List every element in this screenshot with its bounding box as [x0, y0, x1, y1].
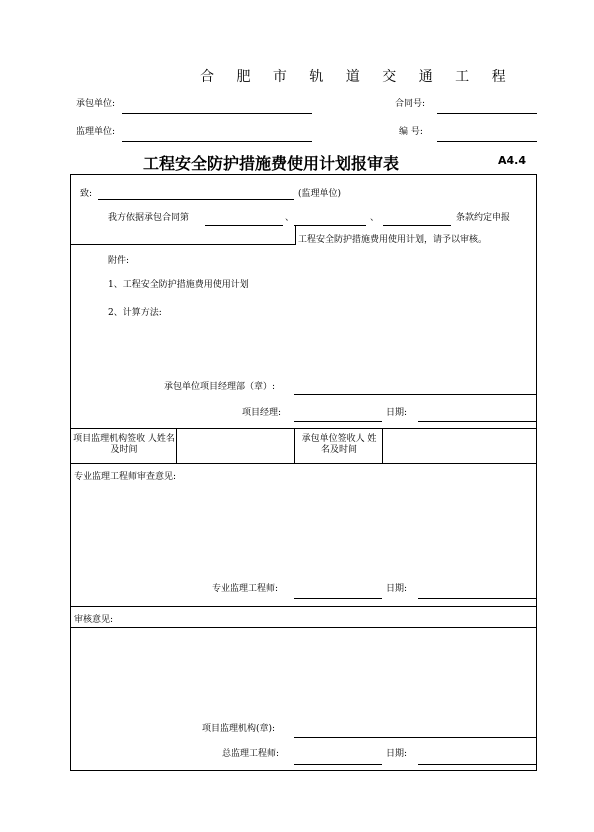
- engineer-field[interactable]: [294, 598, 382, 599]
- contractor-dept-label: 承包单位项目经理部（章）:: [164, 382, 276, 392]
- agency-label: 项目监理机构(章):: [202, 724, 276, 734]
- apply-divider-v: [295, 226, 296, 244]
- supervisor-unit-hint: (监理单位): [298, 189, 342, 199]
- audit-divider: [70, 627, 537, 628]
- audit-date-label: 日期:: [386, 749, 408, 759]
- separator-2: 、: [370, 213, 380, 223]
- supervision-sign-label: [72, 434, 176, 456]
- project-name: 合 肥 市 轨 道 交 通 工 程: [200, 69, 515, 85]
- supervision-sign-field[interactable]: [177, 429, 293, 462]
- clause-field-1[interactable]: [205, 225, 283, 226]
- review-date-field[interactable]: [418, 598, 537, 599]
- attachment-1: 1、工程安全防护措施费用使用计划: [108, 280, 249, 290]
- attachment-2: 2、计算方法:: [108, 308, 162, 318]
- contractor-sign-text: 承包单位签收人 姓名及时间: [301, 434, 377, 455]
- clause-field-3[interactable]: [383, 225, 451, 226]
- contractor-label: 承包单位:: [76, 99, 116, 109]
- audit-title: 审核意见:: [74, 615, 114, 625]
- apply-body-prefix: 我方依据承包合同第: [108, 213, 190, 223]
- contract-no-field[interactable]: [437, 113, 537, 114]
- supervisor-label: 监理单位:: [76, 127, 116, 137]
- form-code: A4.4: [498, 154, 526, 167]
- form-title: 工程安全防护措施费使用计划报审表: [143, 154, 400, 173]
- separator-1: 、: [285, 213, 295, 223]
- apply-divider: [70, 244, 296, 245]
- receipt-col-2: [294, 428, 295, 463]
- to-field[interactable]: [98, 199, 294, 200]
- apply-body-suffix: 条款约定申报: [456, 213, 511, 223]
- contract-no-label: 合同号:: [395, 99, 426, 109]
- receipt-bottom: [70, 463, 537, 464]
- contractor-dept-field[interactable]: [294, 394, 537, 395]
- pm-field[interactable]: [294, 421, 382, 422]
- review-bottom: [70, 606, 537, 607]
- apply-date-field[interactable]: [418, 421, 537, 422]
- apply-body-line2: 工程安全防护措施费用使用计划，请予以审核。: [298, 235, 488, 245]
- attachment-label: 附件:: [108, 256, 130, 266]
- apply-date-label: 日期:: [386, 408, 408, 418]
- agency-field[interactable]: [294, 737, 537, 738]
- contractor-field[interactable]: [122, 113, 312, 114]
- chief-field[interactable]: [294, 764, 382, 765]
- contractor-sign-field[interactable]: [383, 429, 536, 462]
- supervisor-field[interactable]: [122, 141, 312, 142]
- number-field[interactable]: [437, 141, 537, 142]
- review-title: 专业监理工程师审查意见:: [74, 472, 177, 482]
- review-date-label: 日期:: [386, 584, 408, 594]
- engineer-label: 专业监理工程师:: [212, 584, 279, 594]
- pm-label: 项目经理:: [242, 408, 282, 418]
- clause-field-2[interactable]: [294, 225, 366, 226]
- number-label: 编 号:: [399, 127, 423, 137]
- supervision-sign-text: 项目监理机构签收 人姓名及时间: [73, 434, 175, 455]
- contractor-sign-label: [300, 434, 378, 456]
- audit-date-field[interactable]: [418, 764, 537, 765]
- to-label: 致:: [80, 189, 93, 199]
- chief-label: 总监理工程师:: [222, 749, 280, 759]
